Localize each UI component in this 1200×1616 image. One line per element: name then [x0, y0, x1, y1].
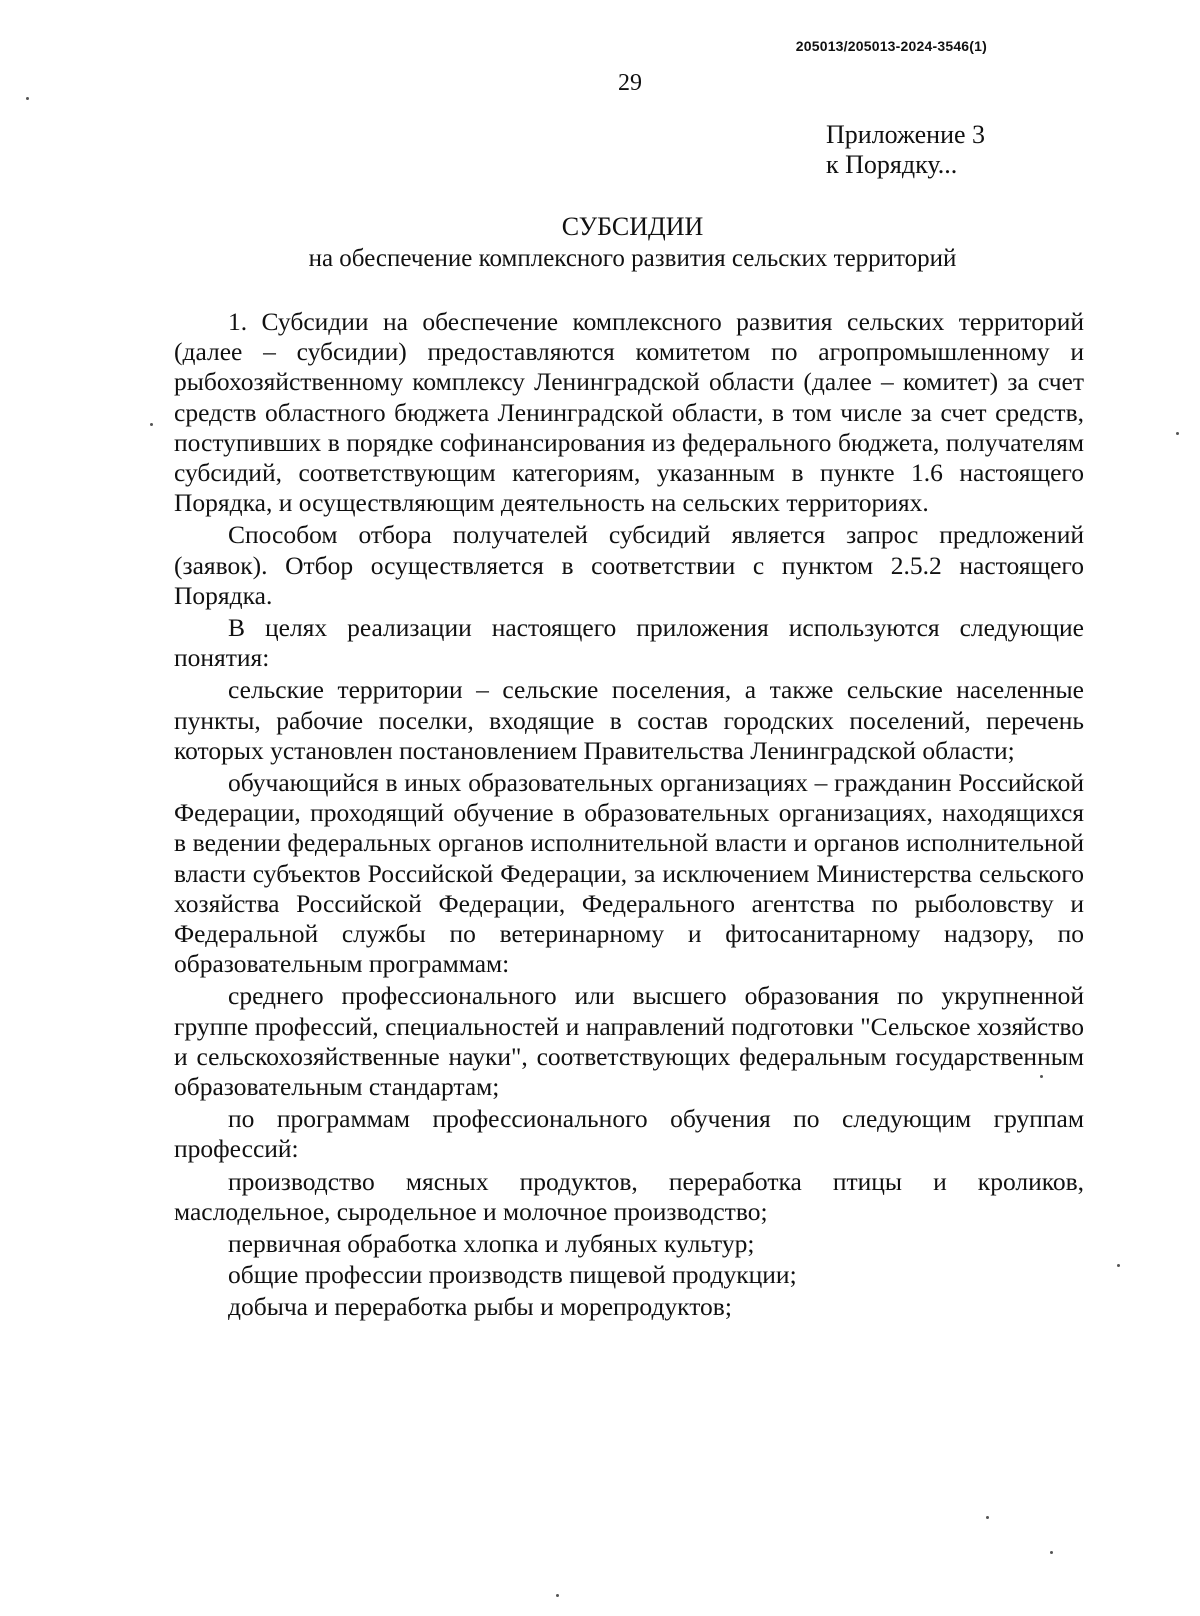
appendix-reference: [826, 120, 985, 180]
document-body: [174, 307, 1084, 1323]
paragraph-8: производство мясных продуктов, переработка птицы и кроликов, маслодельное, сыродельное и молочное производство;: [174, 1166, 1084, 1226]
scan-speck: [1117, 1264, 1120, 1267]
page-number: 29: [618, 70, 642, 96]
paragraph-2: Способом отбора получателей субсидий является запрос предложений (заявок). Отбор осуществляется в соответствии с пунктом 2.5.2 настоящего Порядка.: [174, 520, 1084, 610]
paragraph-6: среднего профессионального или высшего образования по укрупненной группе профессий, специальностей и направлений подготовки "Сельское хозяйство и сельскохозяйственные науки", соответствующих федеральным государственным образовательным стандартам;: [174, 981, 1084, 1102]
document-id: 205013/205013-2024-3546(1): [795, 38, 987, 54]
scan-speck: [1176, 432, 1179, 435]
paragraph-11: добыча и переработка рыбы и морепродуктов;: [228, 1291, 732, 1321]
scan-speck: [556, 1594, 559, 1597]
paragraph-10: общие профессии производств пищевой продукции;: [228, 1260, 797, 1290]
appendix-line-2: к Порядку...: [826, 150, 958, 179]
paragraph-9: первичная обработка хлопка и лубяных культур;: [228, 1229, 755, 1259]
document-subtitle: на обеспечение комплексного развития сельских территорий: [308, 245, 957, 272]
paragraph-1: 1. Субсидии на обеспечение комплексного развития сельских территорий (далее – субсидии) предоставляются комитетом по агропромышленному и рыбохозяйственному комплексу Ленинградской области (далее – комитет) за счет средств областного бюджета Ленинградской области, в том числе за счет средств, поступивших в порядке софинансирования из федерального бюджета, получателям субсидий, соответствующим категориям, указанным в пункте 1.6 настоящего Порядка, и осуществляющим деятельность на сельских территориях.: [174, 307, 1084, 518]
paragraph-3: В целях реализации настоящего приложения используются следующие понятия:: [174, 613, 1084, 673]
document-title: СУБСИДИИ: [561, 212, 704, 241]
appendix-line-1: Приложение 3: [826, 120, 986, 149]
scan-speck: [150, 423, 153, 426]
paragraph-5: обучающийся в иных образовательных организациях – гражданин Российской Федерации, проходящий обучение в образовательных организациях, находящихся в ведении федеральных органов исполнительной власти и органов исполнительной власти субъектов Российской Федерации, за исключением Министерства сельского хозяйства Российской Федерации, Федерального агентства по рыболовству и Федеральной службы по ветеринарному и фитосанитарному надзору, по образовательным программам:: [174, 768, 1084, 979]
scan-speck: [1040, 1075, 1043, 1078]
scan-speck: [26, 97, 29, 100]
paragraph-7: по программам профессионального обучения по следующим группам профессий:: [174, 1104, 1084, 1164]
paragraph-4: сельские территории – сельские поселения, а также сельские населенные пункты, рабочие поселки, входящие в состав городских поселений, перечень которых установлен постановлением Правительства Ленинградской области;: [174, 675, 1084, 765]
scan-speck: [986, 1516, 989, 1519]
scan-speck: [1050, 1551, 1053, 1554]
